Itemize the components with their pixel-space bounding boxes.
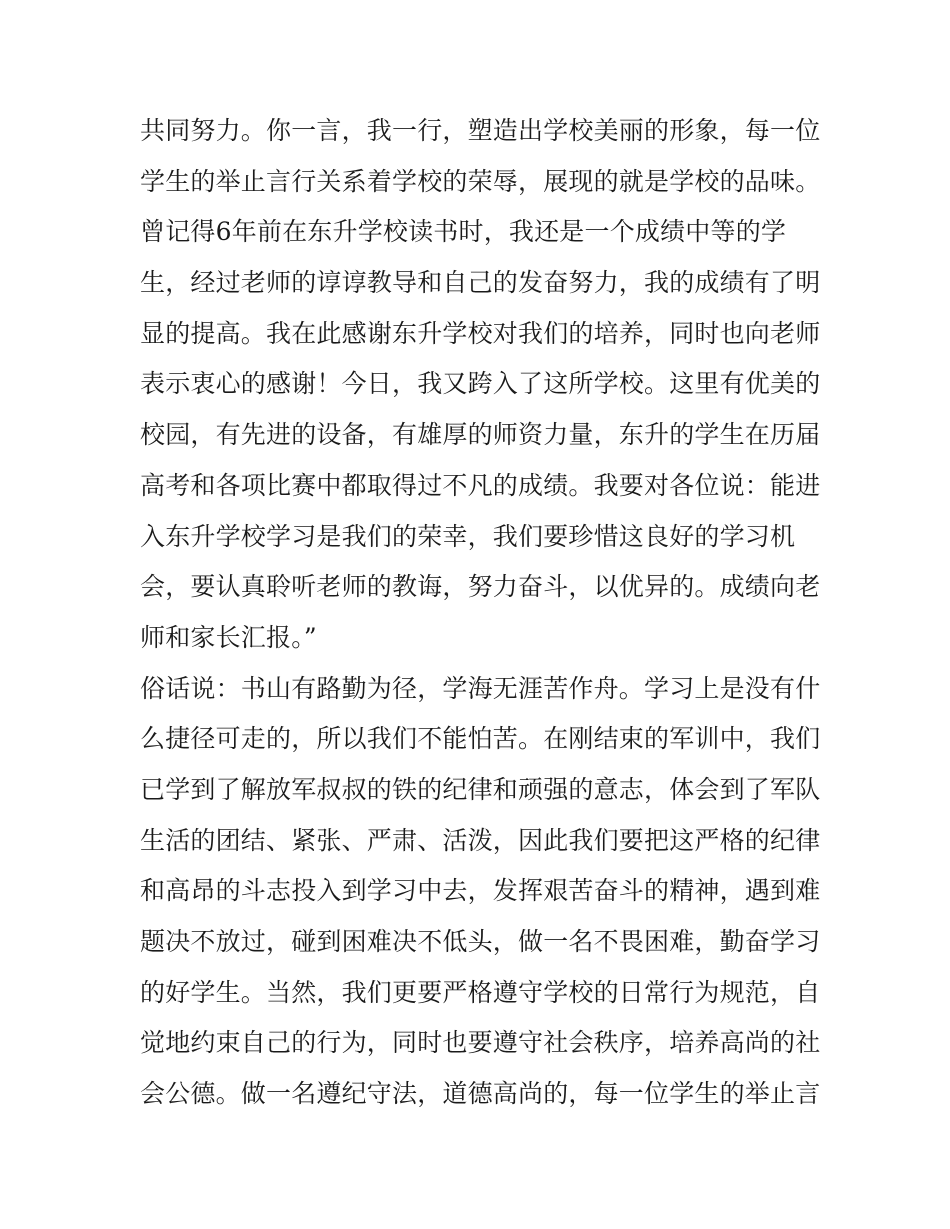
- text-line: 生活的团结、紧张、严肃、活泼，因此我们要把这严格的纪律: [140, 825, 821, 855]
- text-line: 已学到了解放军叔叔的铁的纪律和顽强的意志，体会到了军队: [140, 774, 821, 804]
- text-line: 觉地约束自己的行为，同时也要遵守社会秩序，培养高尚的社: [140, 1028, 821, 1058]
- text-line: 俗话说：书山有路勤为径，学海无涯苦作舟。学习上是没有什: [140, 673, 821, 703]
- text-line: 高考和各项比赛中都取得过不凡的成绩。我要对各位说：能进: [140, 470, 821, 500]
- text-line: 共同努力。你一言，我一行，塑造出学校美丽的形象，每一位: [140, 116, 821, 145]
- text-line: 题决不放过，碰到困难决不低头，做一名不畏困难，勤奋学习: [140, 927, 821, 956]
- text-line: 的好学生。当然，我们更要严格遵守学校的日常行为规范，自: [140, 977, 821, 1007]
- text-line: 师和家长汇报。”: [140, 622, 317, 652]
- text-line: 生，经过老师的谆谆教导和自己的发奋努力，我的成绩有了明: [140, 268, 821, 298]
- text-line: 表示衷心的感谢！今日，我又跨入了这所学校。这里有优美的: [140, 369, 821, 399]
- text-line: 校园，有先进的设备，有雄厚的师资力量，东升的学生在历届: [140, 420, 821, 450]
- text-line: 和高昂的斗志投入到学习中去，发挥艰苦奋斗的精神，遇到难: [140, 876, 821, 906]
- text-line: 学生的举止言行关系着学校的荣辱，展现的就是学校的品味。: [140, 166, 821, 196]
- text-line: 么捷径可走的，所以我们不能怕苦。在刚结束的军训中，我们: [140, 724, 821, 754]
- text-line: 曾记得6年前在东升学校读书时，我还是一个成绩中等的学: [140, 217, 787, 247]
- document-body: [140, 106, 820, 1120]
- text-line: 会，要认真聆听老师的教诲，努力奋斗，以优异的。成绩向老: [140, 572, 821, 602]
- text-line: 显的提高。我在此感谢东升学校对我们的培养，同时也向老师: [140, 318, 821, 348]
- text-line: 会公德。做一名遵纪守法，道德高尚的，每一位学生的举止言: [140, 1079, 821, 1109]
- text-line: 入东升学校学习是我们的荣幸，我们要珍惜这良好的学习机: [140, 521, 796, 551]
